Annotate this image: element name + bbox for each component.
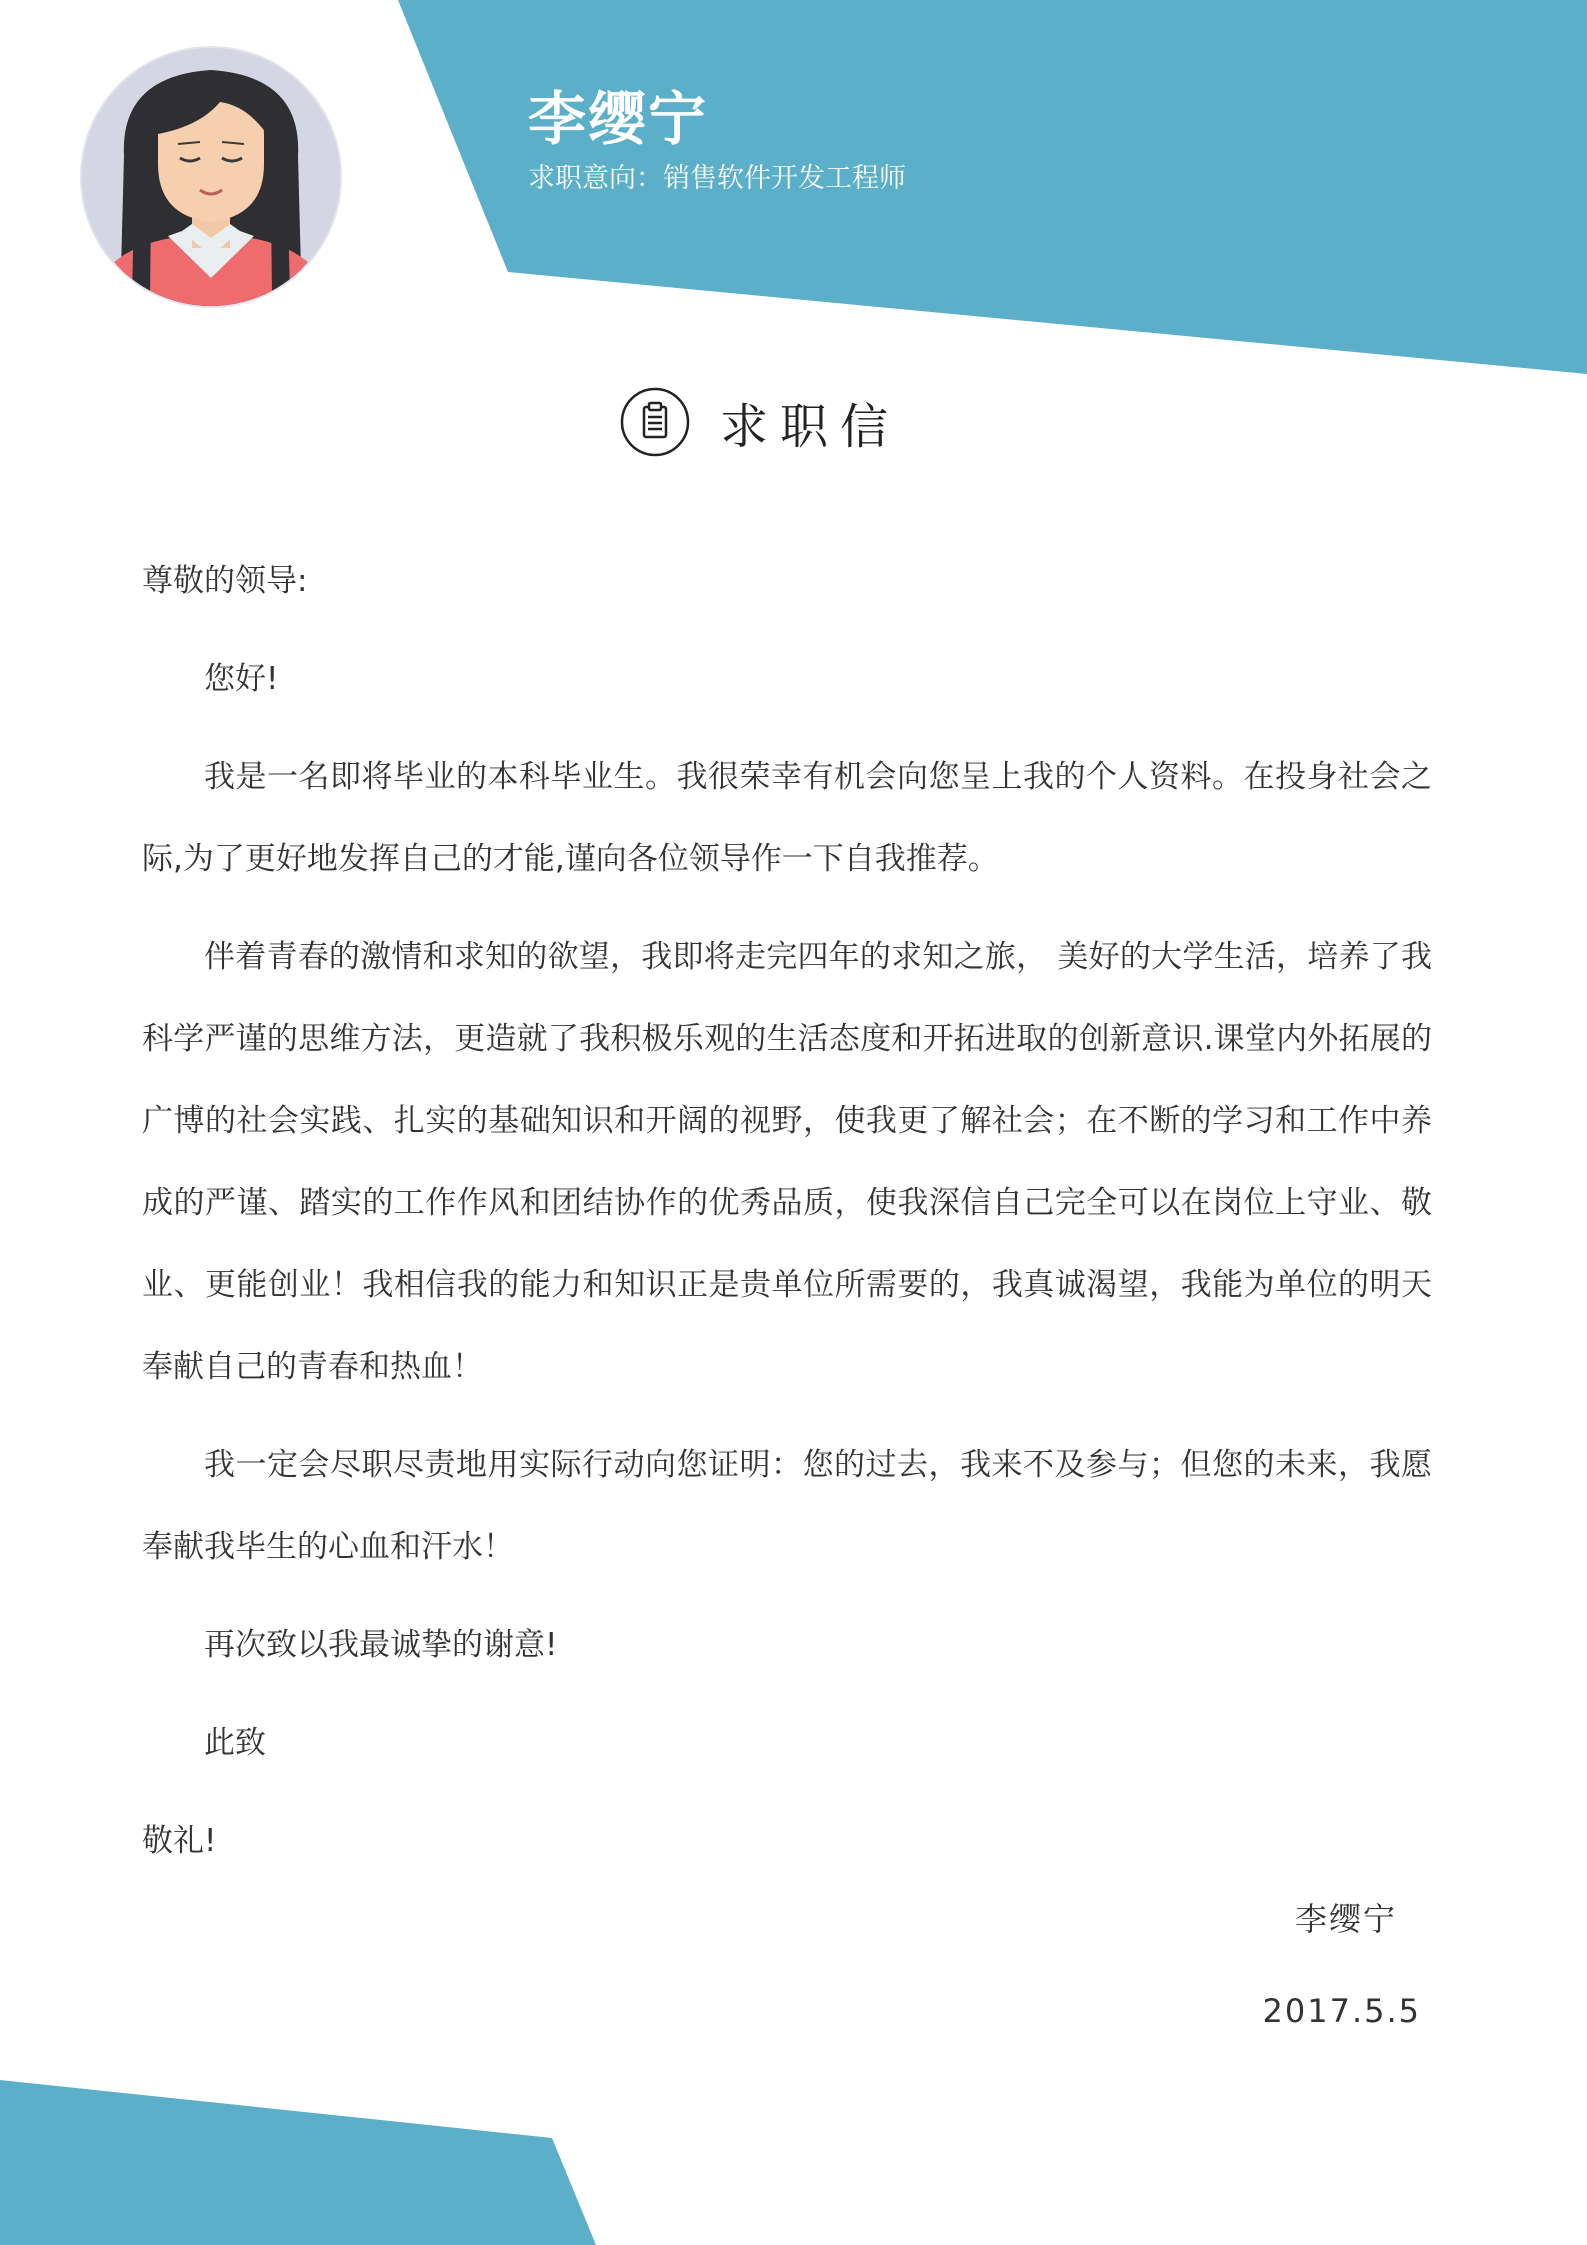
paragraph-commitment: 我一定会尽职尽责地用实际行动向您证明：您的过去，我来不及参与；但您的未来，我愿奉献我毕生的心血和汗水！	[142, 1447, 1432, 1565]
closing-line-2: 敬礼!	[142, 1823, 217, 1859]
job-intent	[528, 156, 906, 195]
footer-decoration	[0, 2080, 600, 2245]
greeting: 您好!	[204, 661, 279, 697]
job-intent-value: 销售软件开发工程师	[663, 163, 906, 194]
clipboard-icon	[620, 387, 690, 457]
applicant-name: 李缨宁	[528, 85, 709, 153]
section-heading	[620, 386, 900, 458]
signature-name: 李缨宁	[1294, 1900, 1397, 1938]
job-intent-label: 求职意向：	[528, 163, 663, 194]
closing-line-1: 此致	[204, 1725, 266, 1761]
footer-decoration-shape	[0, 2080, 596, 2245]
paragraph-experience: 伴着青春的激情和求知的欲望，我即将走完四年的求知之旅， 美好的大学生活，培养了我科学严谨的思维方法，更造就了我积极乐观的生活态度和开拓进取的创新意识.课堂内外拓展的广博的社会实践、扎实的基础知识和开阔的视野，使我更了解社会；在不断的学习和工作中养成的严谨、踏实的工作作风和团结协作的优秀品质，使我深信自己完全可以在岗位上守业、敬业、更能创业！我相信我的能力和知识正是贵单位所需要的，我真诚渴望，我能为单位的明天奉献自己的青春和热血！	[142, 939, 1432, 1385]
paragraph-intro: 我是一名即将毕业的本科毕业生。我很荣幸有机会向您呈上我的个人资料。在投身社会之际,为了更好地发挥自己的才能,谨向各位领导作一下自我推荐。	[142, 759, 1432, 877]
avatar-illustration-icon	[80, 46, 342, 308]
section-title: 求职信	[720, 398, 901, 455]
paragraph-thanks: 再次致以我最诚挚的谢意!	[204, 1627, 558, 1663]
cover-letter-body	[142, 540, 1432, 1898]
signature-date: 2017.5.5	[1262, 1992, 1421, 2030]
salutation: 尊敬的领导:	[142, 563, 308, 599]
